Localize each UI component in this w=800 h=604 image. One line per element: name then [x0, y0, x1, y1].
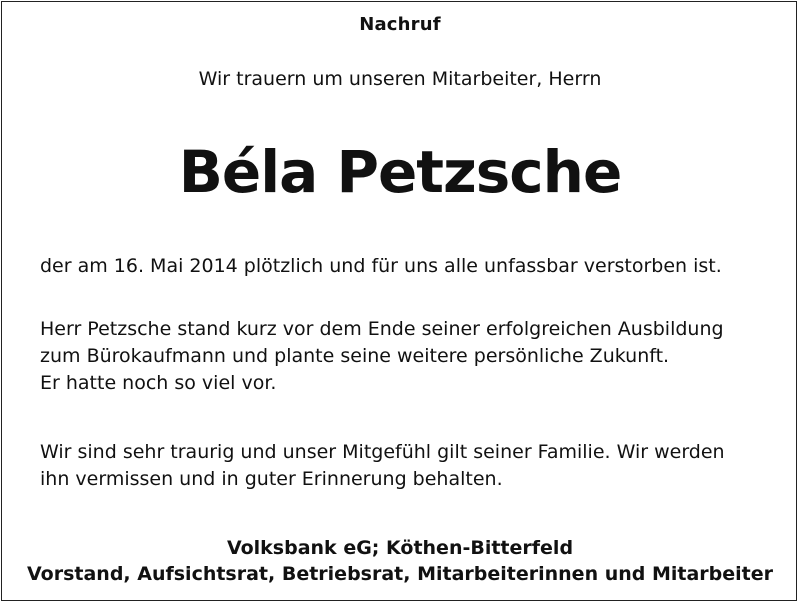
death-date-paragraph: der am 16. Mai 2014 plötzlich und für uns alle unfassbar verstorben ist.: [40, 255, 722, 277]
biography-line: Herr Petzsche stand kurz vor dem Ende seiner erfolgreichen Ausbildung: [40, 318, 724, 340]
biography-line: Er hatte noch so viel vor.: [40, 372, 277, 394]
signature-groups: Vorstand, Aufsichtsrat, Betriebsrat, Mitarbeiterinnen und Mitarbeiter: [26, 563, 774, 585]
intro-line: Wir trauern um unseren Mitarbeiter, Herrn: [198, 68, 602, 90]
signature-organization: Volksbank eG; Köthen-Bitterfeld: [226, 537, 574, 559]
condolence-line: ihn vermissen und in guter Erinnerung behalten.: [40, 468, 503, 490]
deceased-name: Béla Petzsche: [178, 138, 622, 206]
biography-paragraph: [40, 316, 765, 397]
biography-line: zum Bürokaufmann und plante seine weitere persönliche Zukunft.: [40, 345, 670, 367]
condolence-line: Wir sind sehr traurig und unser Mitgefühl gilt seiner Familie. Wir werden: [40, 441, 725, 463]
condolence-paragraph: [40, 439, 765, 493]
notice-border: [1, 1, 797, 601]
notice-heading: Nachruf: [359, 14, 441, 35]
